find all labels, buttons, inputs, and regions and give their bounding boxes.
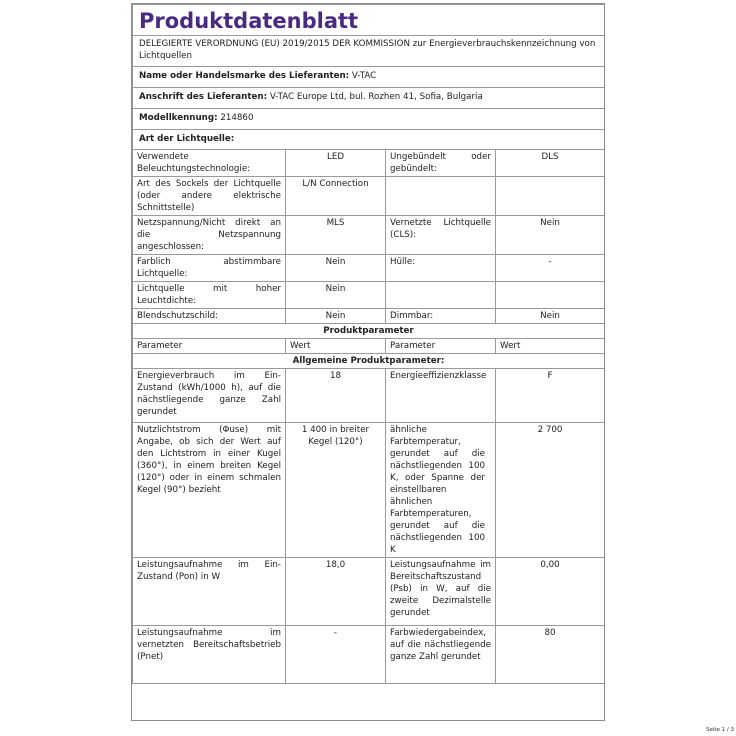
param-row-label: Leistungsaufnahme im vernetzten Bereitschaftsbetrieb (Pnet) [133, 626, 286, 684]
param-row-label-2: ähnliche Farbtemperatur, gerundet auf die nächstliegenden 100 K, oder Spanne der einstellbaren ähnlichen Farbtemperaturen, gerundet auf die nächstliegenden 100 K [386, 423, 496, 558]
col-header-parameter-2: Parameter [386, 339, 496, 354]
light-row-value: L/N Connection [286, 177, 386, 216]
model-value: 214860 [220, 113, 254, 123]
param-row-value-2: 0,00 [496, 558, 605, 626]
param-row-label: Energieverbrauch im Ein-Zustand (kWh/1000 h), auf die nächstliegende ganze Zahl gerundet [133, 369, 286, 423]
param-row-value: 18 [286, 369, 386, 423]
param-row-value: 18,0 [286, 558, 386, 626]
light-row [133, 255, 605, 282]
light-row-label: Farblich abstimmbare Lichtquelle: [133, 255, 286, 282]
param-row-value-2: 2 700 [496, 423, 605, 558]
light-row-label-2: Dimmbar: [386, 309, 496, 324]
light-row [133, 216, 605, 255]
light-row-label-2: Ungebündelt oder gebündelt: [386, 150, 496, 177]
light-row-value-2: Nein [496, 309, 605, 324]
light-row [133, 282, 605, 309]
light-row [133, 309, 605, 324]
page-number: Seite 1 / 3 [705, 727, 734, 733]
supplier-name-label: Name oder Handelsmarke des Lieferanten: [139, 71, 350, 81]
light-type-header: Art der Lichtquelle: [133, 130, 605, 150]
col-header-value: Wert [286, 339, 386, 354]
datasheet [131, 3, 605, 721]
light-row-value: Nein [286, 309, 386, 324]
light-row-label-2: Vernetzte Lichtquelle (CLS): [386, 216, 496, 255]
light-row-label-2 [386, 282, 496, 309]
light-row-value-2: Nein [496, 216, 605, 255]
datasheet-table [132, 4, 605, 684]
param-row-value: 1 400 in breiter Kegel (120°) [286, 423, 386, 558]
light-row-value: MLS [286, 216, 386, 255]
supplier-name-value: V-TAC [351, 71, 377, 81]
product-params-header: Produktparameter [133, 324, 605, 339]
light-row [133, 177, 605, 216]
param-row-value-2: F [496, 369, 605, 423]
param-row-label-2: Energieeffizienzklasse [386, 369, 496, 423]
light-row-label: Verwendete Beleuchtungstechnologie: [133, 150, 286, 177]
regulation-text: DELEGIERTE VERORDNUNG (EU) 2019/2015 DER KOMMISSION zur Energieverbrauchskennzeichnung von Lichtquellen [133, 36, 605, 67]
param-row-value: - [286, 626, 386, 684]
light-row-label-2 [386, 177, 496, 216]
light-row-label-2: Hülle: [386, 255, 496, 282]
param-row-label-2: Farbwiedergabeindex, auf die nächstliegende ganze Zahl gerundet [386, 626, 496, 684]
supplier-address-row [133, 88, 605, 109]
supplier-address-label: Anschrift des Lieferanten: [139, 92, 268, 102]
light-row-label: Netzspannung/Nicht direkt an die Netzspannung angeschlossen: [133, 216, 286, 255]
light-row-value-2 [496, 282, 605, 309]
light-row-value-2: DLS [496, 150, 605, 177]
light-row-value: Nein [286, 255, 386, 282]
param-row-label: Leistungsaufnahme im Ein-Zustand (Pon) in W [133, 558, 286, 626]
light-row-value: Nein [286, 282, 386, 309]
model-row [133, 109, 605, 130]
light-row-label: Lichtquelle mit hoher Leuchtdichte: [133, 282, 286, 309]
param-row [133, 423, 605, 558]
light-row-value: LED [286, 150, 386, 177]
param-row [133, 626, 605, 684]
light-row [133, 150, 605, 177]
col-header-value-2: Wert [496, 339, 605, 354]
param-row [133, 369, 605, 423]
light-row-value-2: - [496, 255, 605, 282]
param-row-value-2: 80 [496, 626, 605, 684]
supplier-name-row [133, 67, 605, 88]
light-row-label: Blendschutzschild: [133, 309, 286, 324]
param-row-label-2: Leistungsaufnahme im Bereitschaftszustand (Psb) in W, auf die zweite Dezimalstelle gerundet [386, 558, 496, 626]
light-row-label: Art des Sockels der Lichtquelle (oder andere elektrische Schnittstelle) [133, 177, 286, 216]
general-params-header: Allgemeine Produktparameter: [133, 354, 605, 369]
model-label: Modellkennung: [139, 113, 218, 123]
col-header-parameter: Parameter [133, 339, 286, 354]
column-header-row [133, 339, 605, 354]
light-row-value-2 [496, 177, 605, 216]
page-title: Produktdatenblatt [133, 5, 605, 36]
supplier-address-value: V-TAC Europe Ltd, bul. Rozhen 41, Sofia, Bulgaria [269, 92, 483, 102]
param-row-label: Nutzlichtstrom (Φuse) mit Angabe, ob sich der Wert auf den Lichtstrom in einer Kugel (360°), in einem breiten Kegel (120°) oder in einem schmalen Kegel (90°) bezieht [133, 423, 286, 558]
param-row [133, 558, 605, 626]
